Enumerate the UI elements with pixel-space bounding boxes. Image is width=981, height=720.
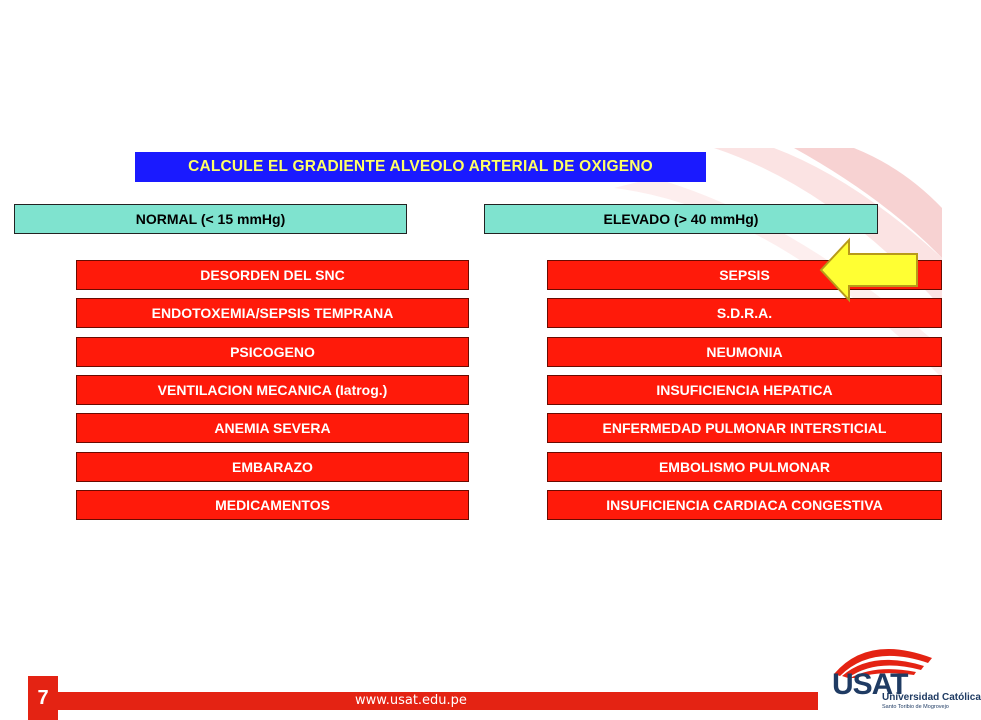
list-item: INSUFICIENCIA HEPATICA — [547, 375, 942, 405]
list-item: ANEMIA SEVERA — [76, 413, 469, 443]
list-item: SEPSIS — [547, 260, 942, 290]
list-item: EMBOLISMO PULMONAR — [547, 452, 942, 482]
logo-subtitle: Santo Toribio de Mogrovejo — [882, 704, 949, 710]
list-item: NEUMONIA — [547, 337, 942, 367]
logo-name: USAT — [832, 668, 908, 701]
footer-url[interactable]: www.usat.edu.pe — [355, 693, 467, 708]
list-item: INSUFICIENCIA CARDIACA CONGESTIVA — [547, 490, 942, 520]
list-item: ENFERMEDAD PULMONAR INTERSTICIAL — [547, 413, 942, 443]
list-item: EMBARAZO — [76, 452, 469, 482]
logo-university: Universidad Católica — [882, 692, 981, 703]
usat-logo — [828, 638, 981, 716]
normal-header: NORMAL (< 15 mmHg) — [14, 204, 407, 234]
left-arrow-icon — [819, 238, 919, 302]
list-item: MEDICAMENTOS — [76, 490, 469, 520]
title-box: CALCULE EL GRADIENTE ALVEOLO ARTERIAL DE OXIGENO — [135, 152, 706, 182]
page-number: 7 — [28, 676, 58, 720]
elevated-header: ELEVADO (> 40 mmHg) — [484, 204, 878, 234]
list-item: S.D.R.A. — [547, 298, 942, 328]
slide-image — [14, 148, 942, 538]
list-item: ENDOTOXEMIA/SEPSIS TEMPRANA — [76, 298, 469, 328]
list-item: PSICOGENO — [76, 337, 469, 367]
list-item: VENTILACION MECANICA (Iatrog.) — [76, 375, 469, 405]
list-item: DESORDEN DEL SNC — [76, 260, 469, 290]
